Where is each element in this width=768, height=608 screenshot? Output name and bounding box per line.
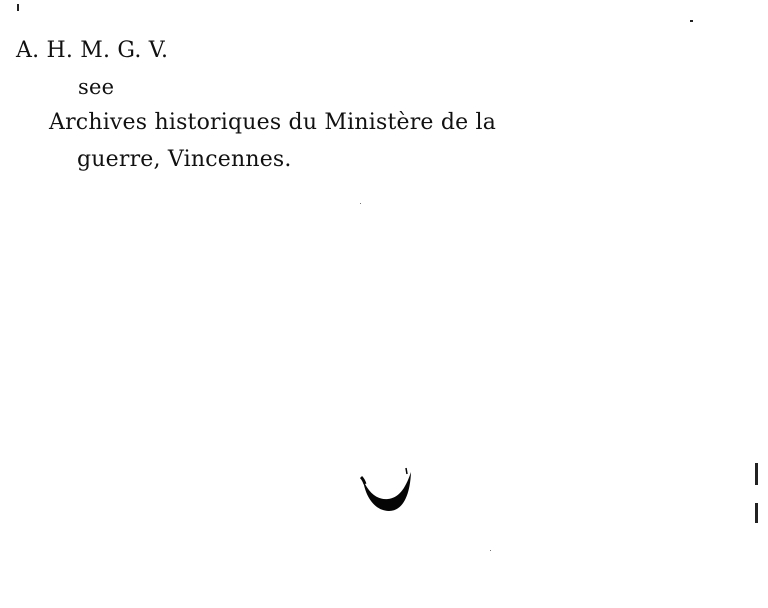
punch-hole-mark	[360, 466, 414, 514]
card-heading: A. H. M. G. V.	[16, 38, 169, 63]
see-reference-label: see	[78, 75, 115, 99]
scan-edge-mark	[755, 463, 758, 485]
scan-speck	[490, 550, 491, 551]
scan-edge-mark	[755, 503, 758, 523]
scan-speck	[690, 20, 693, 22]
reference-line-2: guerre, Vincennes.	[77, 147, 292, 172]
scan-speck	[17, 4, 19, 11]
reference-line-1: Archives historiques du Ministère de la	[49, 110, 497, 135]
scan-speck	[360, 203, 361, 204]
